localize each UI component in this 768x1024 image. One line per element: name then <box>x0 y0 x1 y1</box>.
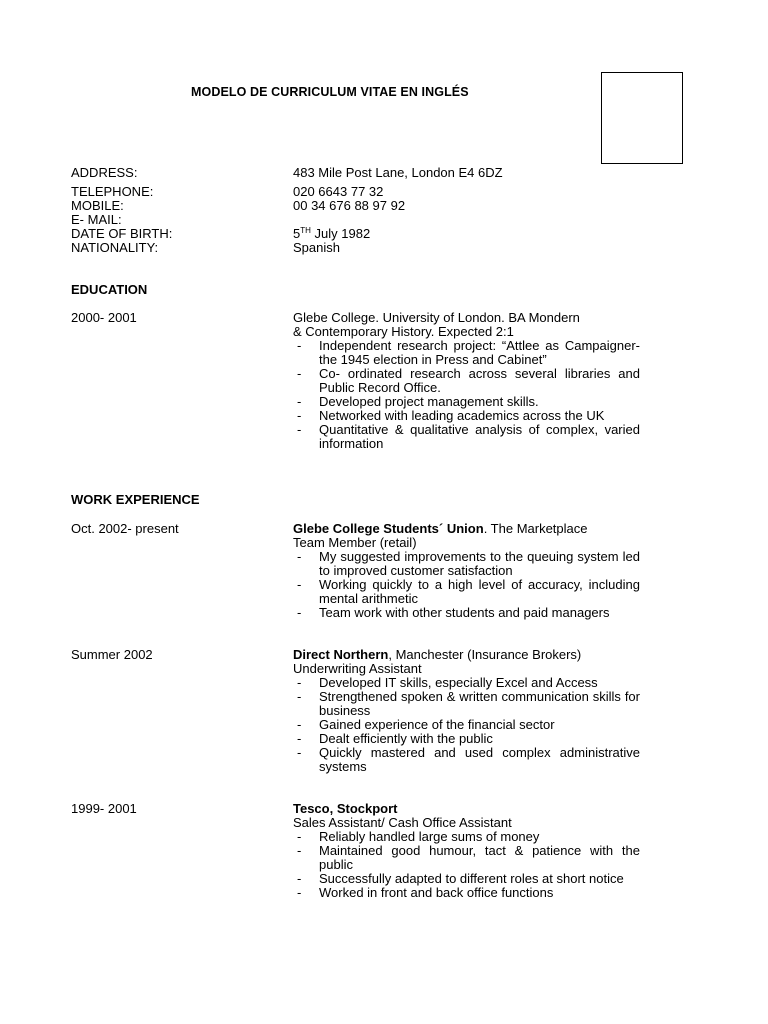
job-date: Oct. 2002- present <box>71 521 179 536</box>
work-heading: WORK EXPERIENCE <box>71 492 200 507</box>
education-bullets <box>293 339 640 451</box>
mobile-value: 00 34 676 88 97 92 <box>293 198 406 213</box>
education-line-1: Glebe College. University of London. BA Mondern <box>293 310 580 325</box>
list-item: - Worked in front and back office functions <box>297 885 554 900</box>
job-date: 1999- 2001 <box>71 801 137 816</box>
job-employer-line <box>293 522 640 536</box>
personal-details <box>71 166 671 255</box>
email-label: E- MAIL: <box>71 212 122 227</box>
list-item: - Networked with leading academics across the UK <box>297 408 605 423</box>
email-row <box>71 213 671 227</box>
mobile-row <box>71 199 671 213</box>
list-item: - Quickly mastered and used complex administrative systems <box>297 745 640 774</box>
job-bullets <box>293 550 640 620</box>
nationality-label: NATIONALITY: <box>71 240 159 255</box>
document-title: MODELO DE CURRICULUM VITAE EN INGLÉS <box>191 85 469 99</box>
dob-label: DATE OF BIRTH: <box>71 226 173 241</box>
list-item: - Quantitative & qualitative analysis of complex, varied information <box>297 422 640 451</box>
dob-ordinal: TH <box>300 226 311 235</box>
list-item: - Developed IT skills, especially Excel and Access <box>297 675 598 690</box>
list-item: - Developed project management skills. <box>297 394 539 409</box>
job-bullets <box>293 676 640 774</box>
list-item: - Successfully adapted to different roles at short notice <box>297 871 624 886</box>
education-heading: EDUCATION <box>71 282 148 297</box>
job-detail <box>293 522 640 620</box>
mobile-label: MOBILE: <box>71 198 124 213</box>
nationality-value: Spanish <box>293 240 340 255</box>
job-date: Summer 2002 <box>71 647 153 662</box>
telephone-label: TELEPHONE: <box>71 184 154 199</box>
list-item: - Team work with other students and paid managers <box>297 605 610 620</box>
job-employer-line <box>293 802 640 816</box>
nationality-row <box>71 241 671 255</box>
list-item: - Strengthened spoken & written communication skills for business <box>297 689 640 718</box>
list-item: - Gained experience of the financial sector <box>297 717 555 732</box>
email-value <box>293 213 671 227</box>
job-role: Sales Assistant/ Cash Office Assistant <box>293 815 512 830</box>
list-item: - Dealt efficiently with the public <box>297 731 493 746</box>
list-item: - Maintained good humour, tact & patience with the public <box>297 843 640 872</box>
education-detail <box>293 311 640 451</box>
job-bullets <box>293 830 640 900</box>
job-employer-line <box>293 648 640 662</box>
job-employer: Tesco, Stockport <box>293 801 398 816</box>
list-item: - My suggested improvements to the queuing system led to improved customer satisfaction <box>297 549 640 578</box>
education-line-2: & Contemporary History. Expected 2:1 <box>293 324 514 339</box>
dob-month-year: July 1982 <box>310 226 371 241</box>
job-employer: Glebe College Students´ Union <box>293 521 484 536</box>
dob-day: 5 <box>293 226 301 241</box>
job-role: Team Member (retail) <box>293 535 417 550</box>
list-item: - Reliably handled large sums of money <box>297 829 540 844</box>
list-item: - Independent research project: “Attlee as Campaigner- the 1945 election in Press and Cabinet” <box>297 338 640 367</box>
job-detail <box>293 802 640 900</box>
list-item: - Working quickly to a high level of accuracy, including mental arithmetic <box>297 577 640 606</box>
job-employer-rest: , Manchester (Insurance Brokers) <box>388 647 582 662</box>
job-role: Underwriting Assistant <box>293 661 422 676</box>
photo-placeholder <box>601 72 683 164</box>
job-employer: Direct Northern <box>293 647 389 662</box>
dob-row <box>71 227 671 241</box>
address-row <box>71 166 671 180</box>
telephone-row <box>71 185 671 199</box>
telephone-value: 020 6643 77 32 <box>293 184 384 199</box>
dob-value <box>293 227 671 241</box>
job-employer-rest: . The Marketplace <box>483 521 588 536</box>
address-value: 483 Mile Post Lane, London E4 6DZ <box>293 165 503 180</box>
address-label: ADDRESS: <box>71 165 138 180</box>
job-detail <box>293 648 640 774</box>
list-item: - Co- ordinated research across several libraries and Public Record Office. <box>297 366 640 395</box>
education-date: 2000- 2001 <box>71 310 137 325</box>
